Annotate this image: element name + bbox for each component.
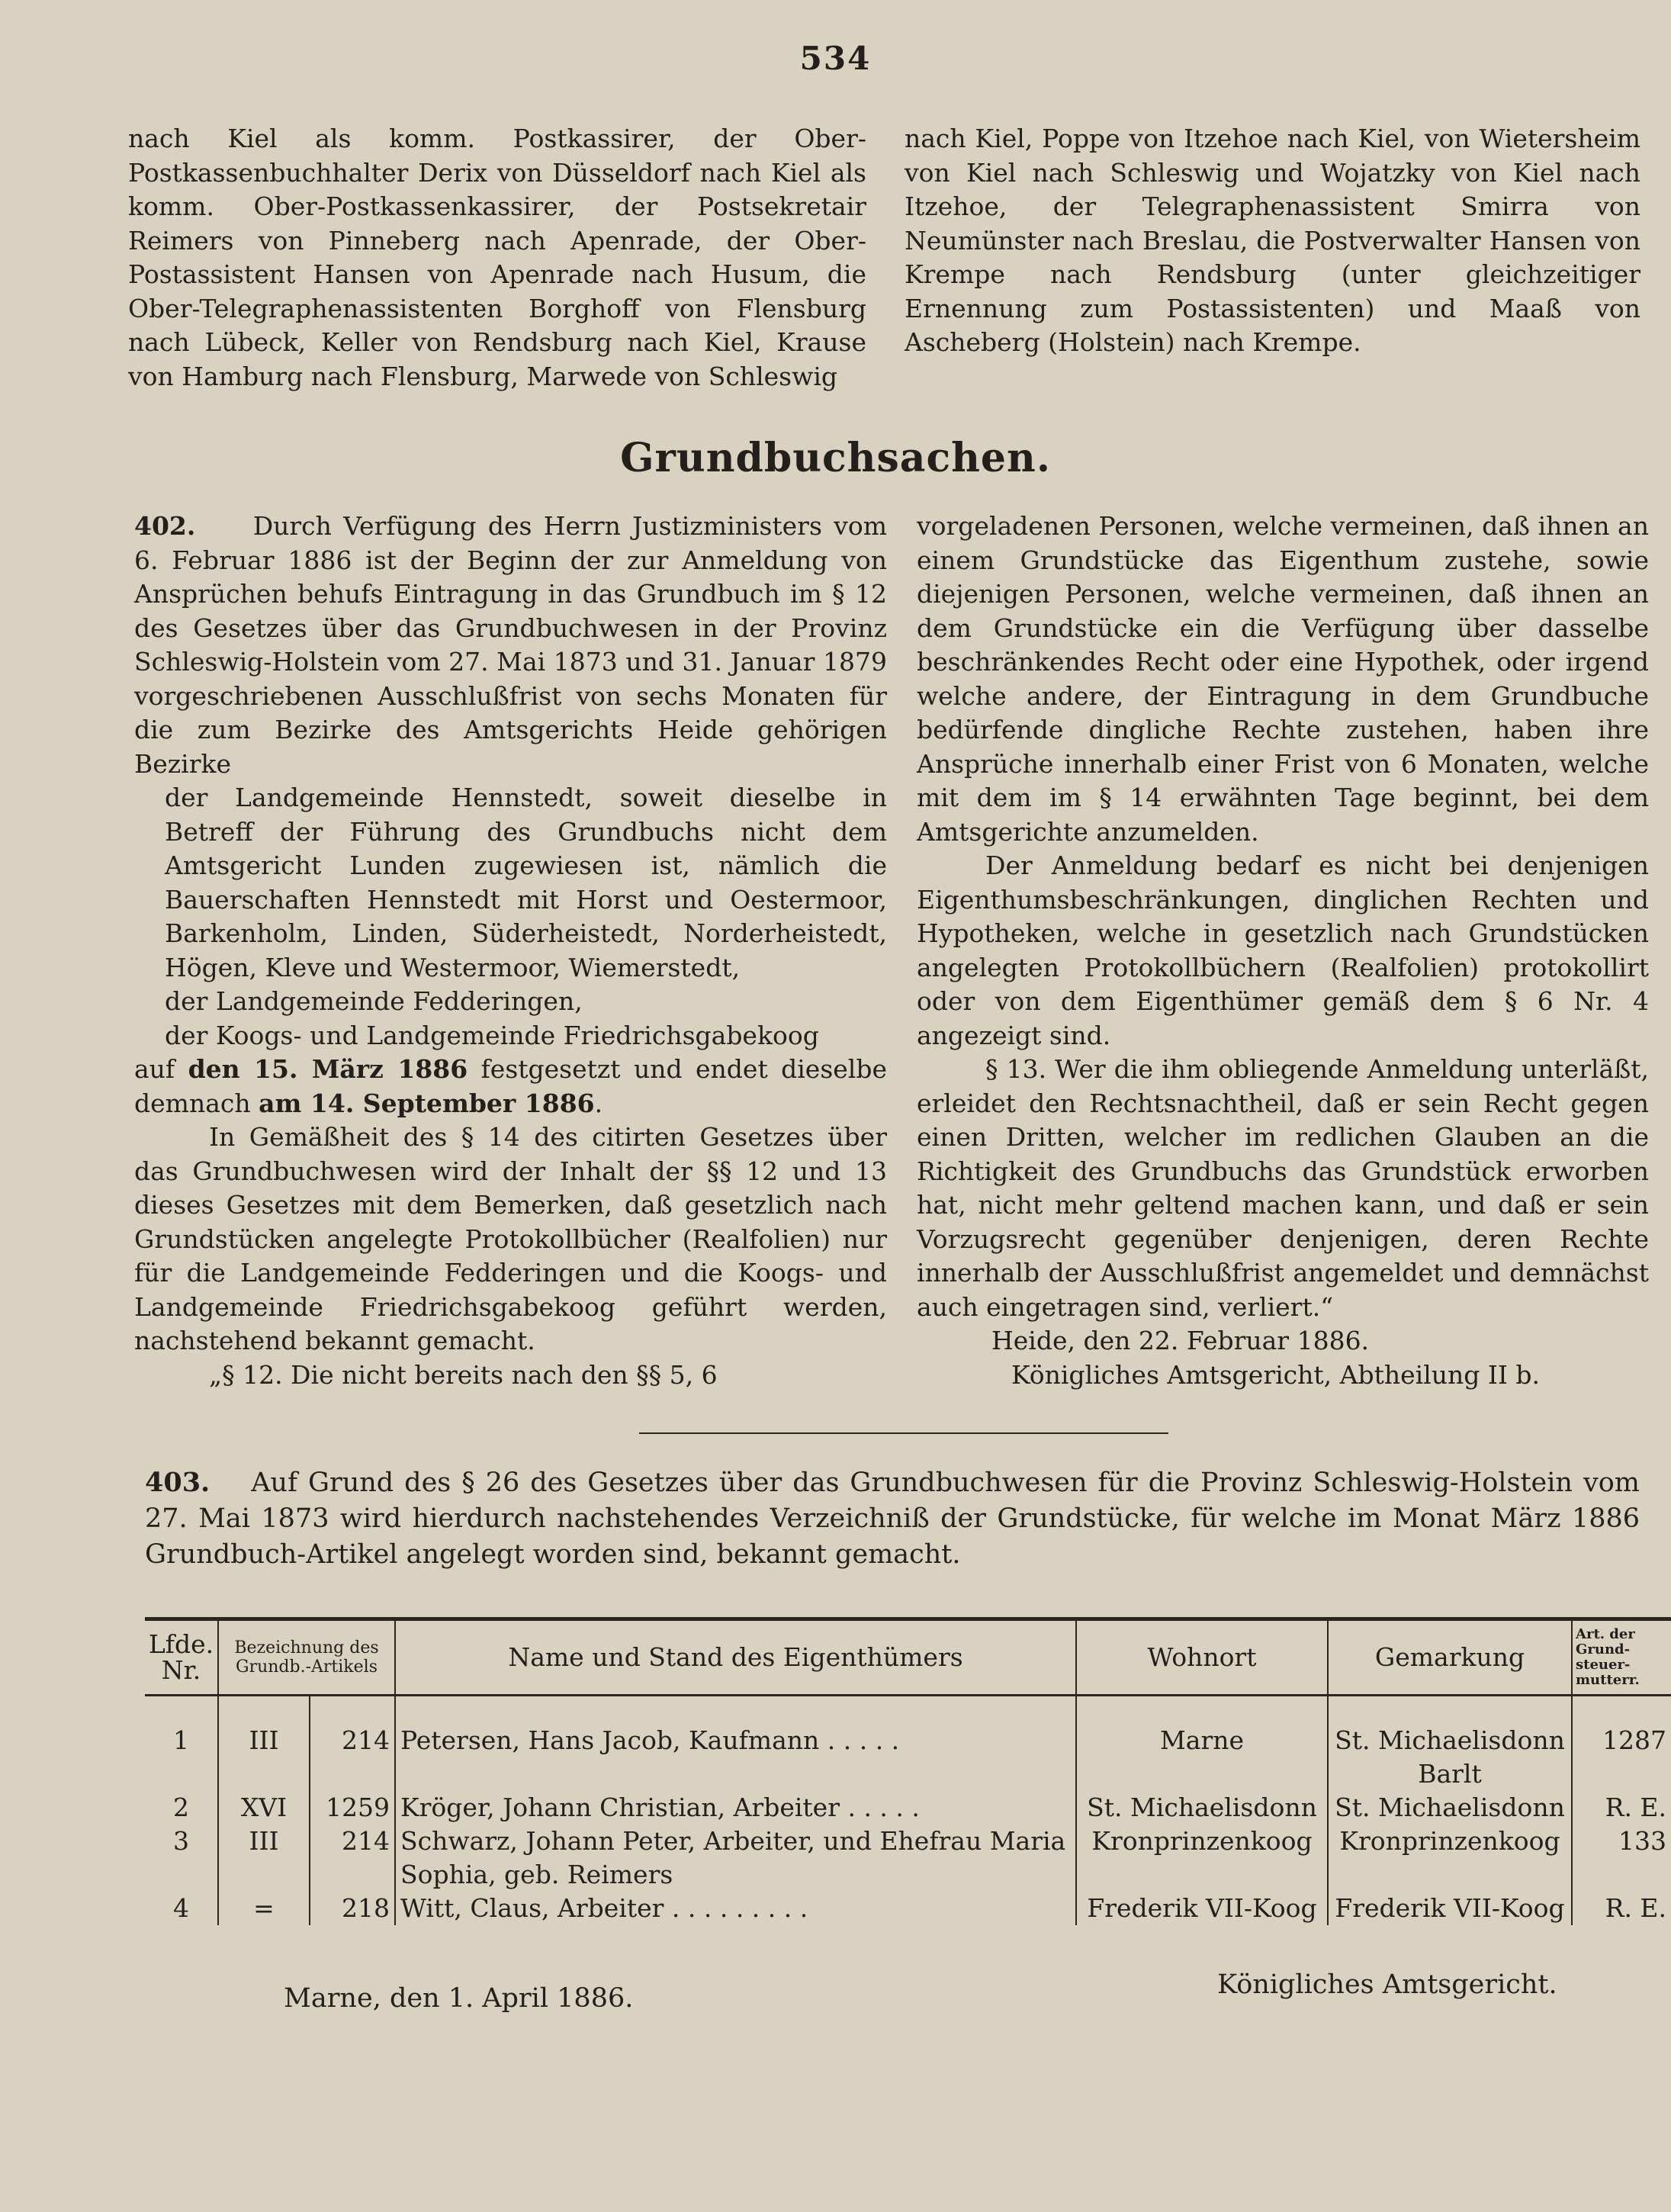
cell-mutter: R. E. <box>1605 1792 1666 1822</box>
top-left-column <box>128 122 866 394</box>
section-heading: Grundbuchsachen. <box>620 435 1051 481</box>
item-402-paragraph-3: „§ 12. Die nicht bereits nach den §§ 5, 6 <box>209 1359 718 1390</box>
item-403-intro <box>145 1464 1640 1573</box>
table-row <box>145 1791 1671 1825</box>
cell-nr: 4 <box>145 1892 218 1925</box>
item-402-paragraph-2: In Gemäßheit des § 14 des citirten Gesetzes über das Grundbuchwesen wird der Inhalt der §§ 12 und 13 dieses Gesetzes mit dem Bemerken, daß gesetzlich nach Grundstücken angelegte Protokollbücher (Realfolien) nur für die Landgemeinde Fedderingen und die Koogs- und Landgemeinde Friedrichsgabekoog geführt werden, nachstehend bekannt gemacht. <box>134 1122 887 1355</box>
item-402-right-paragraph-3: § 13. Wer die ihm obliegende Anmeldung unterläßt, erleidet den Rechtsnachtheil, daß er sein Recht gegen einen Dritten, welcher im redlichen Glauben an die Richtigkeit des Grundbuchs das Grundstück erworben hat, nicht mehr geltend machen kann, und daß er sein Vorzugsrecht gegenüber denjenigen, deren Rechte innerhalb der Ausschlußfrist angemeldet und demnächst auch eingetragen sind, verliert.“ <box>917 1054 1649 1322</box>
cell-mutter: 133 <box>1618 1826 1666 1856</box>
dates-pre: auf <box>134 1054 175 1084</box>
header-bezeichnung: Bezeichnung des Grundb.-Artikels <box>218 1619 395 1696</box>
item-402-intro: Durch Verfügung des Herrn Justizministers vom 6. Februar 1886 ist der Beginn der zur Anmeldung von Ansprüchen behufs Eintragung in das Grundbuch im § 12 des Gesetzes über das Grundbuchwesen in der Provinz Schleswig-Holstein vom 27. Mai 1873 und 31. Januar 1879 vorgeschriebenen Ausschlußfrist von sechs Monaten für die zum Bezirke des Amtsgerichts Heide gehörigen Bezirke <box>134 511 887 779</box>
item-402-district-2: der Landgemeinde Fedderingen, <box>165 986 583 1016</box>
item-402-right-column <box>917 510 1649 1392</box>
land-register-table <box>145 1617 1671 1925</box>
cell-name: Witt, Claus, Arbeiter . . . . . . . . . <box>395 1892 1076 1925</box>
table-row <box>145 1892 1671 1925</box>
date-end: am 14. September 1886 <box>259 1088 595 1118</box>
item-403-number: 403. <box>145 1467 210 1498</box>
header-art: Art. der Grund-steuer-mutterr. <box>1572 1619 1671 1696</box>
cell-art: 1259 <box>310 1791 395 1825</box>
cell-wohnort: St. Michaelisdonn <box>1076 1791 1328 1825</box>
cell-mutter: R. E. <box>1605 1893 1666 1923</box>
cell-gemarkung: St. Michaelisdonn <box>1328 1791 1572 1825</box>
cell-band: = <box>218 1892 310 1925</box>
top-right-text: nach Kiel, Poppe von Itzehoe nach Kiel, von Wietersheim von Kiel nach Schleswig und Wojatzky von Kiel nach Itzehoe, der Telegraphenassistent Smirra von Neumünster nach Breslau, die Postverwalter Hansen von Krempe nach Rendsburg (unter gleichzeitiger Ernennung zum Postassistenten) und Maaß von Ascheberg (Holstein) nach Krempe. <box>905 124 1640 357</box>
cell-name: Petersen, Hans Jacob, Kaufmann . . . . . <box>395 1696 1076 1792</box>
header-name: Name und Stand des Eigenthümers <box>395 1619 1076 1696</box>
cell-nr: 3 <box>145 1825 218 1892</box>
item-402-right-paragraph-1: vorgeladenen Personen, welche vermeinen, daß ihnen an einem Grundstücke das Eigenthum zustehe, sowie diejenigen Personen, welche vermeinen, daß ihnen an dem Grundstücke ein die Verfügung über dasselbe beschränkendes Recht oder eine Hypothek, oder irgend welche andere, der Eintragung in dem Grundbuche bedürfende dingliche Rechte zustehen, haben ihre Ansprüche innerhalb einer Frist von 6 Monaten, welche mit dem im § 14 erwähnten Tage beginnt, bei dem Amtsgerichte anzumelden. <box>917 511 1649 847</box>
header-lfde: Lfde. Nr. <box>145 1619 218 1696</box>
header-gemarkung: Gemarkung <box>1328 1619 1572 1696</box>
item-402-intro-paragraph <box>134 510 887 781</box>
table-header-row <box>145 1619 1671 1696</box>
dates-mid: festgesetzt und endet dieselbe demnach <box>134 1054 887 1118</box>
table-row <box>145 1825 1671 1892</box>
cell-wohnort: Kronprinzenkoog <box>1076 1825 1328 1892</box>
item-402-number: 402. <box>134 511 196 541</box>
item-402-dates <box>134 1053 887 1120</box>
cell-gemarkung: St. Michaelisdonn Barlt <box>1328 1696 1572 1792</box>
item-402-left-column <box>134 510 887 1392</box>
cell-nr: 2 <box>145 1791 218 1825</box>
item-402-district-1: der Landgemeinde Hennstedt, soweit dieselbe in Betreff der Führung des Grundbuchs nicht dem Amtsgericht Lunden zugewiesen ist, nämlich die Bauerschaften Hennstedt mit Horst und Oestermoor, Barkenholm, Linden, Süderheistedt, Norderheistedt, Högen, Kleve und Westermoor, Wiemerstedt, <box>165 783 887 982</box>
cell-band: XVI <box>218 1791 310 1825</box>
item-402-place-date: Heide, den 22. Februar 1886. <box>991 1326 1370 1355</box>
cell-name: Kröger, Johann Christian, Arbeiter . . . . . <box>395 1791 1076 1825</box>
dates-end: . <box>594 1088 603 1118</box>
cell-art: 218 <box>310 1892 395 1925</box>
cell-art: 214 <box>310 1696 395 1792</box>
cell-gemarkung: Frederik VII-Koog <box>1328 1892 1572 1925</box>
item-402-right-paragraph-2: Der Anmeldung bedarf es nicht bei denjenigen Eigenthumsbeschränkungen, dinglichen Rechten und Hypotheken, welche in gesetzlich nach Grundstücken angelegten Protokollbüchern (Realfolien) protokollirt oder von dem Eigenthümer gemäß dem § 6 Nr. 4 angezeigt sind. <box>917 850 1649 1050</box>
cell-art: 214 <box>310 1825 395 1892</box>
cell-nr: 1 <box>145 1696 218 1792</box>
cell-gemarkung: Kronprinzenkoog <box>1328 1825 1572 1892</box>
top-left-text: nach Kiel als komm. Postkassirer, der Ober-Postkassenbuchhalter Derix von Düsseldorf nach Kiel als komm. Ober-Postkassenkassirer, der Postsekretair Reimers von Pinneberg nach Apenrade, der Ober-Postassistent Hansen von Apenrade nach Husum, die Ober-Telegraphenassistenten Borghoff von Flensburg nach Lübeck, Keller von Rendsburg nach Kiel, Krause von Hamburg nach Flensburg, Marwede von Schleswig <box>128 124 866 391</box>
cell-name: Schwarz, Johann Peter, Arbeiter, und Ehefrau Maria Sophia, geb. Reimers <box>395 1825 1076 1892</box>
cell-wohnort: Marne <box>1076 1696 1328 1792</box>
cell-mutter: 1287 <box>1602 1725 1666 1755</box>
cell-band: III <box>218 1696 310 1792</box>
item-403-place-date: Marne, den 1. April 1886. <box>284 1983 634 2014</box>
cell-band: III <box>218 1825 310 1892</box>
page-number: 534 <box>799 40 872 77</box>
top-right-column <box>905 122 1640 360</box>
date-start: den 15. März 1886 <box>188 1054 468 1084</box>
item-403-signature: Königliches Amtsgericht. <box>1217 1969 1557 2000</box>
section-divider <box>639 1432 1168 1434</box>
table-row <box>145 1696 1671 1792</box>
item-403-text: Auf Grund des § 26 des Gesetzes über das Grundbuchwesen für die Provinz Schleswig-Holstein vom 27. Mai 1873 wird hierdurch nachstehendes Verzeichniß der Grundstücke, für welche im Monat März 1886 Grundbuch-Artikel angelegt worden sind, bekannt gemacht. <box>145 1468 1640 1570</box>
item-402-signature: Königliches Amtsgericht, Abtheilung II b. <box>1011 1359 1541 1390</box>
header-wohnort: Wohnort <box>1076 1619 1328 1696</box>
item-402-district-3: der Koogs- und Landgemeinde Friedrichsgabekoog <box>165 1020 819 1050</box>
cell-wohnort: Frederik VII-Koog <box>1076 1892 1328 1925</box>
